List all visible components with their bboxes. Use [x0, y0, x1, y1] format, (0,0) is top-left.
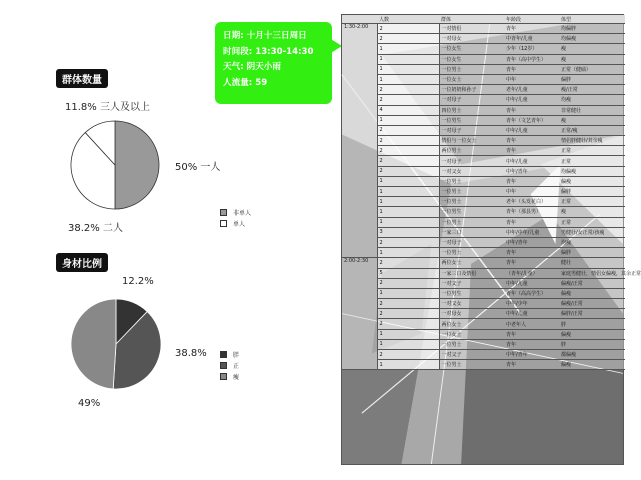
group-cell: 一位女士: [439, 329, 504, 339]
body-cell: 正常: [559, 197, 625, 207]
group-cell: 一家三口及情侣: [439, 268, 504, 278]
body-cell: 偏瘦: [559, 329, 625, 339]
group-cell: 一对母女: [439, 34, 504, 44]
group-cell: 一对母女: [439, 309, 504, 319]
count-cell: 2: [377, 299, 439, 309]
age-cell: 青年（高中学生）: [504, 54, 559, 64]
body-cell: 均偏瘦: [559, 166, 625, 176]
table-row: [342, 125, 625, 135]
table-row: [342, 176, 625, 186]
count-cell: 4: [377, 105, 439, 115]
table-row: [342, 248, 625, 258]
legend-label: 正: [233, 363, 240, 370]
legend-label: 瘦: [233, 374, 240, 381]
body-cell: 均偏胖: [559, 24, 625, 34]
body-label-fat: 12.2%: [122, 276, 154, 287]
body-cell: 非常健壮: [559, 105, 625, 115]
group-label-one: 50% 一人: [175, 162, 221, 173]
body-cell: 均瘦: [559, 95, 625, 105]
legend-swatch: [220, 209, 227, 216]
legend-label: 单人: [233, 221, 246, 228]
callout-time: 时间段: 13:30-14:30: [223, 46, 314, 57]
body-cell: 偏瘦/正常: [559, 278, 625, 288]
body-cell: 正常: [559, 146, 625, 156]
age-cell: 青年: [504, 136, 559, 146]
group-cell: 一对父女: [439, 299, 504, 309]
legend-item-thin: [220, 371, 239, 382]
table-row: [342, 217, 625, 227]
time-group-cell: 2:00-2:30: [342, 258, 377, 370]
callout-weather: 天气: 阴天小雨: [223, 62, 281, 72]
body-cell: 偏瘦: [559, 176, 625, 186]
group-cell: 一位奶奶和孙子: [439, 85, 504, 95]
body-legend: [220, 349, 239, 382]
age-cell: 老年（头发花白）: [504, 197, 559, 207]
legend-item-normal: [220, 360, 239, 371]
time-group-cell: 1:30-2:00: [342, 24, 377, 258]
body-label-thin: 49%: [78, 398, 101, 409]
legend-swatch: [220, 351, 227, 358]
table-row: [342, 95, 625, 105]
count-cell: 1: [377, 187, 439, 197]
legend-label: 非单人: [233, 210, 252, 217]
age-cell: 老年/儿童: [504, 85, 559, 95]
table-row: [342, 54, 625, 64]
age-cell: 中年/儿童: [504, 278, 559, 288]
age-cell: 中青年/儿童: [504, 34, 559, 44]
age-cell: 青年: [504, 24, 559, 34]
age-cell: 中年/青年: [504, 166, 559, 176]
count-cell: 1: [377, 288, 439, 298]
count-cell: 2: [377, 136, 439, 146]
age-cell: 青年: [504, 105, 559, 115]
header-group: 群体: [439, 15, 504, 24]
count-cell: 2: [377, 85, 439, 95]
age-cell: 中年/儿童: [504, 156, 559, 166]
count-cell: 2: [377, 258, 439, 268]
callout-pointer: [326, 36, 342, 56]
age-cell: 中年/中年/儿童: [504, 227, 559, 237]
count-cell: 2: [377, 319, 439, 329]
group-cell: 两位男士: [439, 146, 504, 156]
body-cell: 瘦/正常: [559, 85, 625, 95]
group-cell: 两位女士: [439, 258, 504, 268]
count-cell: 1: [377, 248, 439, 258]
count-cell: 1: [377, 360, 439, 370]
legend-swatch: [220, 220, 227, 227]
age-cell: 中年/青年: [504, 350, 559, 360]
group-cell: 一对母子: [439, 237, 504, 247]
group-cell: 一位男士: [439, 64, 504, 74]
body-cell: 偏胖: [559, 74, 625, 84]
age-cell: （青年/儿童）: [504, 268, 559, 278]
table-row: [342, 278, 625, 288]
table-row: [342, 34, 625, 44]
group-cell: 一位男生: [439, 115, 504, 125]
table-row: [342, 187, 625, 197]
count-cell: 1: [377, 339, 439, 349]
age-cell: 青年: [504, 176, 559, 186]
body-cell: 偏瘦/正常: [559, 299, 625, 309]
group-cell: 四位男士: [439, 105, 504, 115]
body-cell: 瘦: [559, 44, 625, 54]
callout-date: 日期: 十月十三日周日: [223, 31, 307, 41]
age-cell: 中年: [504, 187, 559, 197]
table-row: [342, 258, 625, 268]
body-cell: 情侣胖健壮/其余瘦: [559, 136, 625, 146]
table-row: [342, 350, 625, 360]
age-cell: 青年: [504, 258, 559, 268]
count-cell: 1: [377, 64, 439, 74]
count-cell: 1: [377, 44, 439, 54]
age-cell: 中年/儿童: [504, 125, 559, 135]
age-cell: 中年/儿童: [504, 309, 559, 319]
age-cell: 青年: [504, 248, 559, 258]
table-row: [342, 268, 625, 278]
body-cell: 偏胖: [559, 187, 625, 197]
header-age: 年龄段: [504, 15, 559, 24]
body-cell: 均偏瘦: [559, 34, 625, 44]
count-cell: 2: [377, 146, 439, 156]
group-cell: 一对母子: [439, 95, 504, 105]
table-row: [342, 24, 625, 34]
table-row: [342, 237, 625, 247]
age-cell: 中年/青年: [504, 237, 559, 247]
count-cell: 1: [377, 74, 439, 84]
legend-swatch: [220, 373, 227, 380]
body-ratio-title: 身材比例: [56, 253, 108, 272]
count-cell: 1: [377, 197, 439, 207]
body-cell: 偏胖/正常: [559, 309, 625, 319]
table-header-row: [342, 15, 625, 24]
body-cell: 瘦: [559, 207, 625, 217]
body-cell: 正常: [559, 217, 625, 227]
body-cell: 偏瘦: [559, 288, 625, 298]
group-cell: 一对父女: [439, 166, 504, 176]
table-row: [342, 115, 625, 125]
table-row: [342, 64, 625, 74]
body-label-normal: 38.8%: [175, 348, 207, 359]
table-row: [342, 309, 625, 319]
count-cell: 1: [377, 54, 439, 64]
body-cell: 男健壮/女正常/孩瘦: [559, 227, 625, 237]
body-cell: 瘦: [559, 115, 625, 125]
group-cell: 一位男士: [439, 176, 504, 186]
table-row: [342, 227, 625, 237]
table-row: [342, 146, 625, 156]
age-cell: 青年: [504, 339, 559, 349]
count-cell: 2: [377, 156, 439, 166]
count-cell: 3: [377, 227, 439, 237]
group-cell: 一家三口: [439, 227, 504, 237]
group-cell: 两位女士: [439, 319, 504, 329]
pie-slice-瘦: [71, 299, 116, 389]
count-cell: 2: [377, 34, 439, 44]
count-cell: 2: [377, 95, 439, 105]
group-cell: 一对父子: [439, 278, 504, 288]
count-cell: 2: [377, 278, 439, 288]
body-pie-chart: [70, 298, 162, 390]
count-cell: 1: [377, 176, 439, 186]
table-row: [342, 166, 625, 176]
legend-item-single: [220, 218, 251, 229]
table-row: [342, 136, 625, 146]
table-row: [342, 74, 625, 84]
body-cell: 瘦: [559, 54, 625, 64]
count-cell: 2: [377, 166, 439, 176]
age-cell: 青年: [504, 360, 559, 370]
age-cell: 中年/儿童: [504, 95, 559, 105]
count-cell: 1: [377, 217, 439, 227]
table-row: [342, 339, 625, 349]
body-cell: 家庭男健壮，情侣女偏瘦，其余正常: [559, 268, 625, 278]
group-legend: [220, 207, 251, 229]
group-cell: 一位女生: [439, 54, 504, 64]
age-cell: 中老年人: [504, 319, 559, 329]
count-cell: 2: [377, 24, 439, 34]
body-cell: 都偏瘦: [559, 350, 625, 360]
group-cell: 一位男生: [439, 207, 504, 217]
table-row: [342, 44, 625, 54]
count-cell: 1: [377, 329, 439, 339]
callout-traffic: 人流量: 59: [223, 77, 268, 88]
age-cell: 青年（高高学生）: [504, 288, 559, 298]
table-row: [342, 288, 625, 298]
body-cell: 正常（健硕）: [559, 64, 625, 74]
count-cell: 5: [377, 268, 439, 278]
group-label-two: 38.2% 二人: [68, 223, 123, 234]
group-cell: 一对母子: [439, 156, 504, 166]
group-cell: 一位女士: [439, 74, 504, 84]
age-cell: 青年（那县男）: [504, 207, 559, 217]
body-cell: 健壮: [559, 258, 625, 268]
count-cell: 2: [377, 237, 439, 247]
data-table-panel: [341, 14, 641, 465]
body-cell: 偏瘦: [559, 360, 625, 370]
table-row: [342, 207, 625, 217]
age-cell: 青年（文艺青年）: [504, 115, 559, 125]
table-row: [342, 329, 625, 339]
table-row: [342, 197, 625, 207]
legend-item-fat: [220, 349, 239, 360]
count-cell: 2: [377, 350, 439, 360]
group-cell: 一位男士: [439, 187, 504, 197]
body-cell: 偏胖: [559, 248, 625, 258]
info-callout: [215, 22, 332, 104]
body-cell: 胖: [559, 319, 625, 329]
count-cell: 1: [377, 207, 439, 217]
table-row: [342, 85, 625, 95]
age-cell: 青年: [504, 146, 559, 156]
legend-label: 胖: [233, 352, 240, 359]
group-cell: 一对父子: [439, 350, 504, 360]
group-cell: 一对情侣: [439, 24, 504, 34]
group-cell: 一位男士: [439, 197, 504, 207]
table-row: [342, 319, 625, 329]
header-time: [342, 15, 377, 24]
count-cell: 1: [377, 115, 439, 125]
count-cell: 2: [377, 309, 439, 319]
age-cell: 中年: [504, 74, 559, 84]
group-cell: 一位男士: [439, 339, 504, 349]
pie-slice-一人: [115, 121, 159, 209]
legend-item-multi: [220, 207, 251, 218]
body-cell: 正常: [559, 156, 625, 166]
group-cell: 情侣与一位女士: [439, 136, 504, 146]
group-cell: 一位男士: [439, 248, 504, 258]
body-cell: 均瘦: [559, 237, 625, 247]
legend-swatch: [220, 362, 227, 369]
age-cell: 青年: [504, 217, 559, 227]
age-cell: 少年（12岁）: [504, 44, 559, 54]
age-cell: 中年/少年: [504, 299, 559, 309]
group-pie-chart: [70, 120, 160, 210]
table-row: [342, 105, 625, 115]
group-cell: 一位男生: [439, 288, 504, 298]
header-body: 体型: [559, 15, 625, 24]
group-cell: 一位男士: [439, 217, 504, 227]
table-row: [342, 360, 625, 370]
group-cell: 一对母子: [439, 125, 504, 135]
group-cell: 一位男士: [439, 360, 504, 370]
age-cell: 青年: [504, 329, 559, 339]
body-cell: 胖: [559, 339, 625, 349]
age-cell: 青年: [504, 64, 559, 74]
body-cell: 正常/瘦: [559, 125, 625, 135]
data-table: [342, 15, 641, 370]
table-row: [342, 299, 625, 309]
group-label-three: 11.8% 三人及以上: [65, 102, 150, 113]
header-count: 人数: [377, 15, 439, 24]
group-cell: 一位女生: [439, 44, 504, 54]
table-row: [342, 156, 625, 166]
count-cell: 2: [377, 125, 439, 135]
group-count-title: 群体数量: [56, 69, 108, 88]
